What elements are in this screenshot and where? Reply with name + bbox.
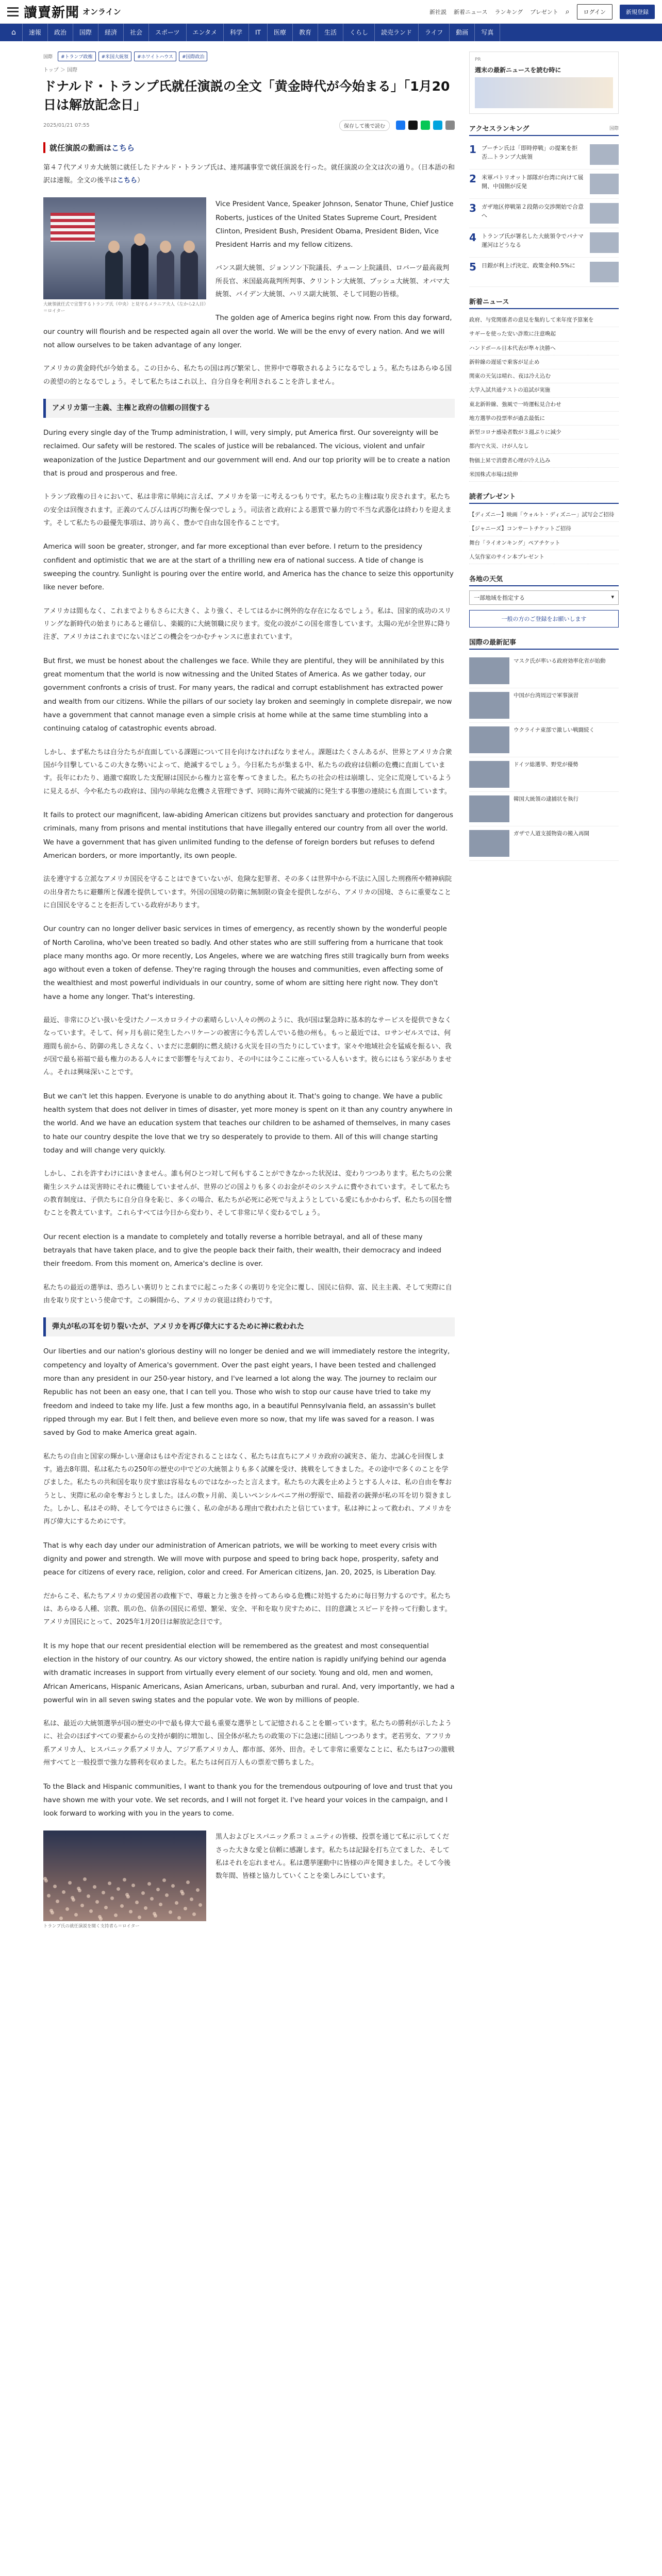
photo-caption: 大統領就任式で宣誓するトランプ氏（中央）と見守るメラニア夫人（左から2人目）＝ロイター (43, 302, 206, 314)
crowd-dot (80, 1904, 84, 1907)
weather-title: 各地の天気 (469, 575, 503, 584)
speech-ja: アメリカの黄金時代が今始まる。この日から、私たちの国は再び繁栄し、世界中で尊敬されるようになるでしょう。私たちはあらゆる国の羨望の的となるでしょう。そして私たちはこれ以上、自分自身を利用されることを許しません。 (43, 365, 452, 386)
intro-link[interactable]: こちら (117, 176, 138, 184)
ranking-title: ブーチン氏は「即時停戦」の提案を拒否…トランプ大統領 (482, 145, 578, 160)
nav-item[interactable]: スポーツ (149, 24, 187, 41)
crowd-dot (74, 1913, 78, 1917)
photo-caption: トランプ氏の就任演説を聞く支持者ら＝ロイター (43, 1924, 140, 1929)
main-nav (0, 24, 662, 41)
top-links (429, 4, 655, 20)
nav-item[interactable]: 政治 (48, 24, 73, 41)
ad-image (475, 77, 613, 108)
crowd-dot (68, 1881, 72, 1885)
latest-item[interactable]: 政府、与党関係者の意見を集約して来年度予算案を (469, 313, 619, 327)
intl-thumbnail (469, 830, 509, 857)
ranking-tab[interactable]: 国際 (609, 126, 619, 131)
speech-en: During every single day of the Trump administration, I will, very simply, put America first. Our sovereignty will be reclaimed. Our safety will be restored. The scales of justice will be rebalanced. The vicious, violent and unfair weaponization of the Justice Department and our government will end. And our top priority will be to create a nation that is proud and prosperous and free. (43, 429, 450, 478)
crowd-dot (135, 1901, 139, 1904)
nav-item[interactable]: 生活 (318, 24, 343, 41)
present-title: 読者プレゼント (469, 493, 516, 501)
speech-en: Our country can no longer deliver basic services in times of emergency, as recently shown by the wonderful people of North Carolina, who've been treated so badly. And other states who are still suffering from a hurricane that took place many months ago. Or more recently, Los Angeles, where we are watching fires still tragically burn from weeks ago without even a token of defense. They're raging through the houses and communities, even affecting some of the wealthiest and most powerful individuals in our country, some of whom are sitting here right now. They don't have a home any longer. That's interesting. (43, 925, 449, 1001)
article-tag[interactable]: #米国大統領 (98, 52, 132, 61)
intl-item[interactable] (469, 723, 619, 757)
nav-item[interactable]: ライフ (419, 24, 450, 41)
flag-icon (51, 213, 95, 242)
intl-item[interactable] (469, 757, 619, 792)
ad-title: 週末の最新ニュースを読む時に (475, 66, 561, 74)
intl-title: 韓国大統領の逮捕状を執行 (514, 796, 578, 803)
speech-en: To the Black and Hispanic communities, I want to thank you for the tremendous outpouring of love and trust that you have shown me with your vote. We set records, and I will not forget it. I've heard your voices in the campaign, and I look forward to working with you in the years to come. (43, 1782, 453, 1818)
ranking-number: 2 (469, 173, 476, 185)
bookmark-button[interactable]: 保存して後で読む (339, 120, 390, 131)
crowd-dot (131, 1884, 135, 1887)
photo-head (184, 241, 195, 253)
speech-en: Our liberties and our nation's glorious destiny will no longer be denied and we will immediately restore the integrity, competency and loyalty of America's government. Over the past eight years, I have been tested and challenged more than any president in our 250-year history, and I've learned a lot along the way. The journey to reclaim our Republic has not been an easy one, that I can tell you. Those who wish to stop our cause have tried to take my freedom and indeed to take my life. Just a few months ago, in a beautiful Pennsylvania field, an assassin's bullet ripped through my ear. But I felt then, and believe even more so now, that my life was saved for a reason. I was saved by God to make America great again. (43, 1347, 450, 1437)
inauguration-photo (43, 197, 206, 299)
speech-en: But first, we must be honest about the challenges we face. While they are plentiful, they will be annihilated by this great momentum that the world is now witnessing and the United States of America. As we gather today, our government confronts a crisis of trust. For many years, the radical and corrupt establishment has extracted power and wealth from our citizens. While the pillars of our society lay broken and seemingly in complete disrepair, we now have a government that cannot manage even a simple crisis at home while at the same time stumbling into a continuing catalog of catastrophic events abroad. (43, 656, 452, 733)
weather-select[interactable] (469, 590, 619, 605)
latest-item[interactable]: ハンドボール日本代表が準々決勝へ (469, 342, 619, 355)
article-tag[interactable]: 国際 (43, 55, 53, 60)
video-link[interactable]: こちら (111, 143, 135, 152)
speech-ja: トランプ政権の日々において、私は非常に単純に言えば、アメリカを第一に考えるつもりです。私たちの主権は取り戻されます。私たちの安全は回復されます。正義のてんびんは再び均衡を保つでしょう。司法省と政府による悪質で暴力的で不当な武器化は終わりを迎えます。そして私たちの最優先事項は、誇り高く、豊かで自由な国を作ることです。 (43, 493, 452, 528)
latest-item[interactable]: 関東の天気は晴れ、夜は冷え込む (469, 369, 619, 383)
latest-title: 新着ニュース (469, 298, 509, 306)
article-date: 2025/01/21 07:55 (43, 122, 90, 128)
crowd-dot (78, 1889, 81, 1892)
article-tag[interactable]: #ホワイトハウス (134, 52, 176, 61)
crowd-dot (192, 1912, 196, 1916)
speech-ja: 私は、最近の大統領選挙が国の歴史の中で最も偉大で最も重要な選挙として記憶されることを願っています。私たちの勝利が示したように、社会のほぼすべての要素からの支持が劇的に増加し、国全体が私たちの政策の下に急速に団結しつつあります。老若男女、アフリカ系アメリカ人、ヒスパニック系アメリカ人、アジア系アメリカ人、都市部、郊外、田舎。そして非常に重要なことに、私たちは7つの激戦州すべてと一般投票で強力な勝利を収めました。私たちは何百万人もの票差で勝ちました。 (43, 1720, 455, 1767)
article-photo[interactable] (43, 197, 206, 315)
crowd-dot (159, 1903, 162, 1906)
article-title: ドナルド・トランプ氏就任演説の全文「黄金時代が今始まる」「1月20日は解放記念日」 (43, 79, 450, 113)
intl-item[interactable] (469, 688, 619, 723)
ranking-number: 3 (469, 202, 476, 214)
ranking-title: ガザ地区停戦第２段階の交渉開始で合意へ (482, 204, 584, 219)
ranking-thumbnail (590, 262, 619, 282)
crowd-dot (110, 1896, 114, 1900)
intro-end: ） (137, 176, 144, 184)
intl-list (469, 654, 619, 861)
latest-heading (469, 296, 619, 309)
crowd-dot (169, 1910, 172, 1914)
ranking-number: 1 (469, 143, 476, 156)
speech-en: It is my hope that our recent presidential election will be remembered as the greatest and most consequential election in the history of our country. As our victory showed, the entire nation is rapidly unifying behind our agenda with dramatic increases in support from virtually every element of our society. Young and old, men and women, African Americans, Hispanic Americans, Asian Americans, urban, suburban and rural. And, very importantly, we had a powerful win in all seven swing states and the popular vote. We won by millions of people. (43, 1641, 455, 1704)
crowd-dot (177, 1916, 181, 1920)
register-button[interactable]: 新規登録 (620, 5, 655, 19)
ranking-thumbnail (590, 174, 619, 194)
speech-ja: 最近、非常にひどい扱いを受けたノースカロライナの素晴らしい人々の例のように、我が国は緊急時に基本的なサービスを提供できなくなっています。そして、何ヶ月も前に発生したハリケーンの被害に今も苦しんでいる他の州も。もっと最近では、ロサンゼルスでは、何週間も前から、防御の兆しさえなく、いまだに悲劇的に燃え続ける火災を目の当たりにしています。家々や地域社会を猛威を振るい、我が国で最も裕福で最も権力のある人々にまで影響を与えており、その中には今ここに座っている人もいます。彼らにはもう家がありません。それは興味深いことです。 (43, 1016, 452, 1077)
latest-item[interactable]: 物価上昇で消費者心理が冷え込み (469, 454, 619, 468)
latest-item[interactable]: 大学入試共通テストの追試が実施 (469, 383, 619, 397)
intl-item[interactable] (469, 826, 619, 861)
crowd-dot (190, 1897, 193, 1901)
x-icon[interactable] (408, 121, 418, 130)
ranking-number: 4 (469, 231, 476, 244)
nav-item[interactable]: 国際 (73, 24, 98, 41)
intl-thumbnail (469, 726, 509, 753)
crowd-dot (56, 1900, 59, 1903)
ranking-item[interactable] (469, 170, 619, 199)
nav-item[interactable]: くらし (343, 24, 375, 41)
speech-ja: バンス副大統領、ジョンソン下院議長、チューン上院議員、ロバーツ最高裁判所長官、米国最高裁判所判事、クリントン大統領、ブッシュ大統領、オバマ大統領、バイデン大統領、ハリス副大統領、そして同胞の皆様。 (216, 264, 450, 299)
speech-ja: 私たちの最近の選挙は、恐ろしい裏切りとこれまでに起こった多くの裏切りを完全に覆し、国民に信仰、富、民主主義、そして実際に自由を取り戻すという使命です。この瞬間から、アメリカの衰退は終わりです。 (43, 1283, 452, 1304)
speech-en: That is why each day under our administration of American patriots, we will be working to meet every crisis with dignity and power and strength. We will move with purpose and speed to bring back hope, prosperity, safety and peace for citizens of every race, religion, color and creed. For American citizens, Jan. 20, 2025, is Liberation Day. (43, 1541, 439, 1577)
crowd-dot (138, 1916, 141, 1919)
speech-ja: 私たちの自由と国家の輝かしい運命はもはや否定されることはなく、私たちは直ちにアメリカ政府の誠実さ、能力、忠誠心を回復します。過去8年間、私は私たちの250年の歴史の中でどの大統領よりも多く試練を受け、挑戦をしてきました。その途中で多くのことを学びました。私たちの共和国を取り戻す旅は容易なものではなかったと言えます。私たちの大義を止めようとする人々は、私の自由を奪おうとし、実際に私の命を奪おうとしました。ほんの数ヶ月前、美しいペンシルベニア州の野原で、暗殺者の銃弾が私の耳を切り裂きました。しかし、私はその時、そして今ではさらに強く、私の命がある理由で救われたと信じています。私は神によって救われ、アメリカを再び偉大にするためにです。 (43, 1452, 452, 1526)
crowd-dot (162, 1878, 166, 1882)
crowd-dot (156, 1888, 160, 1891)
crowd-dot (165, 1893, 169, 1897)
ranking-title: トランプ氏が署名した大統領令でパナマ運河はどうなる (482, 233, 584, 248)
search-icon[interactable]: ⌕ (565, 7, 570, 16)
login-button[interactable]: ログイン (577, 4, 613, 20)
nav-item[interactable]: 医療 (268, 24, 293, 41)
nav-item[interactable]: 科学 (224, 24, 249, 41)
nav-item[interactable]: 社会 (124, 24, 149, 41)
intl-thumbnail (469, 761, 509, 788)
nav-item[interactable]: エンタメ (187, 24, 224, 41)
photo-figure (157, 250, 174, 299)
crowd-dot (95, 1900, 99, 1904)
intl-title: マスク氏が率いる政府効率化省が始動 (514, 658, 606, 665)
article-tag[interactable]: #国際政治 (179, 52, 208, 61)
latest-item[interactable]: サギーを使った安い詐欺に注意喚起 (469, 327, 619, 341)
speech-en: But we can't let this happen. Everyone is unable to do anything about it. That's going to change. We have a public health system that does not deliver in times of disaster, yet more money is spent on it than any country anywhere in the world. And we have an education system that teaches our children to be ashamed of themselves, in many cases to hate our country despite the love that we try so desperately to provide to them. All of this will change starting today and will change very quickly. (43, 1092, 453, 1155)
video-link-row (43, 142, 455, 153)
intro-text: 第４７代アメリカ大統領に就任したドナルド・トランプ氏は、連邦議事堂で就任演説を行った。就任演説の全文は次の通り。（日本語の和訳は速報。全文の後半は (43, 163, 455, 184)
latest-item[interactable]: 地方選挙の投票率が過去最低に (469, 412, 619, 426)
speech-ja: 黒人およびヒスパニック系コミュニティの皆様、投票を通じて私に示してくださった大きな愛と信頼に感謝します。私たちは記録を打ち立てました、そして私はそれを忘れません。私は選挙運動中に皆様の声を聞きました。そして今後数年間、皆様と協力していくことを楽しみにしています。 (216, 1833, 451, 1880)
weather-select-label: 一部地域を指定する (474, 595, 525, 602)
crowd-dot (102, 1891, 105, 1894)
crowd-dot (65, 1907, 69, 1911)
crowd-dot (89, 1909, 93, 1913)
ranking-thumbnail (590, 232, 619, 253)
crowd-dot (129, 1910, 133, 1913)
top-link-ranking[interactable]: ランキング (494, 8, 523, 15)
nav-item[interactable]: 写真 (475, 24, 500, 41)
speech-en: Our recent election is a mandate to completely and totally reverse a horrible betrayal, and all of these many betrayals that have taken place, and to give the people back their faith, their wealth, their democracy and indeed their freedom. From this moment on, America's decline is over. (43, 1232, 441, 1268)
crowd-dot (117, 1887, 120, 1891)
crowd-dot (44, 1879, 48, 1883)
crowd-dot (184, 1907, 187, 1910)
ranking-item[interactable] (469, 140, 619, 170)
facebook-icon[interactable] (396, 121, 405, 130)
page-body (0, 41, 662, 1935)
present-item[interactable]: 【ジャニーズ】コンサートチケットご招待 (469, 522, 619, 536)
crowd-dot (114, 1913, 118, 1917)
photo-figure (131, 243, 148, 299)
latest-item[interactable]: 都内で火災、けが人なし (469, 439, 619, 453)
photo-figure (105, 250, 123, 299)
weather-heading (469, 573, 619, 586)
nav-item[interactable]: 教育 (293, 24, 318, 41)
intl-item[interactable] (469, 654, 619, 688)
crowd-photo (43, 1831, 206, 1921)
crowd-dot (175, 1901, 178, 1905)
crowd-dot (196, 1888, 200, 1892)
crowd-dot (62, 1890, 65, 1894)
crowd-dot (87, 1894, 90, 1898)
link-copy-icon[interactable] (445, 121, 455, 130)
ranking-thumbnail (590, 144, 619, 165)
breadcrumb[interactable]: トップ ＞ 国際 (43, 67, 78, 73)
crowd-dot (126, 1895, 130, 1899)
ranking-title: アクセスランキング (469, 125, 529, 133)
crowd-dot (59, 1917, 63, 1920)
sidebar (469, 52, 619, 1935)
speech-ja: 法を遵守する立派なアメリカ国民を守ることはできていないが、危険な犯罪者、その多くは世界中から不法に入国した刑務所や精神病院の出身者たちに避難所と保護を提供しています。外国の国境の防衛に無制限の資金を提供しながら、アメリカの国境、さらに重要なことに自国民を守ることを拒否している政府があります。 (43, 875, 452, 909)
logo-text: 讀賣新聞 (24, 5, 80, 21)
ad-box[interactable] (469, 52, 619, 114)
crowd-dot (181, 1892, 185, 1895)
intl-thumbnail (469, 795, 509, 822)
photo-head (160, 241, 171, 253)
intl-item[interactable] (469, 792, 619, 826)
article-tags (43, 52, 455, 61)
crowd-dot (104, 1906, 108, 1909)
intro-paragraph (43, 161, 455, 188)
latest-item[interactable]: 新幹線の遅延で乗客が足止め (469, 355, 619, 369)
ad-label: PR (475, 57, 481, 62)
present-heading (469, 491, 619, 504)
ranking-title: 日銀が利上げ決定、政策金利0.5%に (482, 262, 575, 269)
crowd-dot (171, 1884, 175, 1888)
home-icon[interactable]: ⌂ (5, 24, 23, 41)
speech-ja: しかし、これを許すわけにはいきません。誰も何ひとつ対して何もすることができなかった状況は、変わりつつあります。私たちの公衆衛生システムは災害時にそれに機能していませんが、世界のどの国よりも多くのお金がそのシステムに費やされています。そして私たちの教育制度は、子供たちに自分自身を恥じ、多くの場合、私たちが必死に必死で与えようとしている愛にもかかわらず、私たちの国を憎むことを教えています。これらすべては今日から変わり、そして非常に早く変わるでしょう。 (43, 1170, 452, 1217)
article-photo-2[interactable] (43, 1831, 206, 1930)
crowd-dot (51, 1911, 54, 1914)
crowd-dot (83, 1877, 87, 1881)
crowd-dot (72, 1898, 75, 1902)
speech-ja: アメリカは間もなく、これまでよりもさらに大きく、より強く、そしてはるかに例外的な存在になるでしょう。私は、国家的成功のスリリングな新時代の始まりにあると確信し、楽観的に大統領職に戻ります。変化の波がこの国を席巻しています。太陽の光が全世界に降り注ぎ、アメリカはこれまでにないほどこの機会をつかむチャンスに恵まれています。 (43, 607, 452, 641)
chevron-down-icon: ▾ (611, 594, 614, 601)
ranking-heading (469, 123, 619, 136)
video-link-prefix: 就任演説の動画は (49, 143, 112, 152)
crowd-dot (108, 1882, 111, 1885)
crowd-dot (47, 1894, 51, 1897)
speech-en: It fails to protect our magnificent, law-abiding American citizens but provides sanctuary and protection for dangerous criminals, many from prisons and mental institutions that have illegally entered our country from all over the world. We have a government that has given unlimited funding to the defense of foreign borders but refuses to defend American borders, or more importantly, its own people. (43, 810, 454, 860)
subheading: 弾丸が私の耳を切り裂いたが、アメリカを再び偉大にするために神に救われた (43, 1317, 455, 1336)
site-logo[interactable] (24, 2, 121, 21)
latest-item[interactable]: 新型コロナ感染者数が３週ぶりに減少 (469, 426, 619, 439)
ranking-thumbnail (590, 203, 619, 224)
photo-head (108, 241, 120, 253)
crowd-dot (154, 1914, 157, 1918)
ranking-item[interactable] (469, 258, 619, 287)
crowd-dot (120, 1904, 124, 1908)
top-link-editorial[interactable]: 新社説 (429, 8, 447, 15)
nav-item[interactable]: 速報 (23, 24, 48, 41)
nav-item[interactable]: IT (249, 24, 268, 41)
intl-title: ウクライナ東部で激しい戦闘続く (514, 727, 595, 734)
top-header (0, 0, 662, 24)
crowd-dot (147, 1882, 151, 1886)
crowd-dot (53, 1885, 57, 1888)
ranking-item[interactable] (469, 228, 619, 258)
article (43, 52, 455, 1935)
speech-en: The golden age of America begins right now. From this day forward, our country will flourish and be respected again all over the world. We will be the envy of every nation. And we will not allow ourselves to be taken advantage of any longer. (43, 314, 452, 350)
speech-ja: しかし、まず私たちは自分たちが直面している課題について目を向けなければなりません。課題はたくさんあるが、世界とアメリカ合衆国が今目撃しているこの大きな勢いによって、絶滅するでしょう。今日私たちが集まる中、私たちの政府は信頼の危機に直面しています。長年にわたり、過激で腐敗した支配層は国民から権力と富を奪ってきました。私たちの社会の柱は崩壊し、完全に荒廃しているように見えるが、今や私たちの政府は、国内の単純な危機さえ管理できず、同時に海外で破滅的に発生する事態の連続にも直面しています。 (43, 748, 452, 795)
subheading: アメリカ第一主義、主権と政府の信頼の回復する (43, 399, 455, 418)
share-bar (339, 120, 455, 131)
nav-item[interactable]: 読売ランド (375, 24, 419, 41)
intl-title: ガザで人道支援物資の搬入再開 (514, 831, 589, 837)
article-meta (43, 120, 455, 131)
intl-title: ドイツ総選挙、野党が優勢 (514, 761, 578, 768)
latest-list (469, 313, 619, 482)
hatena-icon[interactable] (433, 121, 442, 130)
weather-button[interactable]: 一般の方のご登録をお願いします (469, 610, 619, 628)
photo-head (134, 233, 145, 246)
crowd-dot (123, 1878, 126, 1882)
intl-heading (469, 637, 619, 650)
top-link-present[interactable]: プレゼント (530, 8, 558, 15)
intl-thumbnail (469, 692, 509, 719)
speech-en: Vice President Vance, Speaker Johnson, Senator Thune, Chief Justice Roberts, justices of the United States Supreme Court, President Clinton, President Bush, President Obama, President Biden, Vice President Harris and my fellow citizens. (216, 200, 454, 249)
speech-ja: だからこそ、私たちアメリカの愛国者の政権下で、尊厳と力と強さを持ってあらゆる危機に対処するために毎日努力するのです。私たちは、あらゆる人種、宗教、肌の色、信条の国民に希望、繁栄、安全、平和を取り戻すために、目的意識とスピードを持って行動します。アメリカ国民にとって、2025年1月20日は解放記念日です。 (43, 1592, 452, 1626)
crowd-dot (141, 1891, 145, 1895)
crowd-dot (150, 1897, 154, 1901)
article-tag[interactable]: #トランプ政権 (58, 52, 96, 61)
ranking-number: 5 (469, 261, 476, 273)
present-item[interactable]: 【ディズニー】映画「ウォルト・ディズニー」試写会ご招待 (469, 508, 619, 522)
present-list (469, 508, 619, 564)
line-icon[interactable] (421, 121, 430, 130)
present-item[interactable]: 人気作家のサイン本プレゼント (469, 550, 619, 564)
photo-figure (180, 250, 198, 299)
crowd-dot (186, 1880, 190, 1884)
intl-title: 中国が台湾周辺で軍事演習 (514, 692, 578, 699)
present-item[interactable]: 舞台「ライオンキング」ペアチケット (469, 536, 619, 550)
speech-en: America will soon be greater, stronger, and far more exceptional than ever before. I return to the presidency confident and optimistic that we are at the start of a thrilling new era of national success. A tide of change is sweeping the country. Sunlight is pouring over the entire world, and America has the chance to seize this opportunity like never before. (43, 543, 454, 592)
latest-item[interactable]: 東北新幹線、強風で一時運転見合わせ (469, 398, 619, 412)
latest-item[interactable]: 米国株式市場は続伸 (469, 468, 619, 482)
logo-sub: オンライン (82, 8, 121, 16)
ranking-title: 米軍パトリオット部隊が台湾に向けて展開、中国側が反発 (482, 174, 584, 190)
ranking-item[interactable] (469, 199, 619, 228)
ranking-list (469, 140, 619, 287)
crowd-dot (93, 1885, 96, 1889)
crowd-dot (99, 1917, 103, 1921)
intl-thumbnail (469, 657, 509, 684)
crowd-dot (144, 1906, 147, 1910)
nav-item[interactable]: 経済 (98, 24, 124, 41)
crowd-dot (198, 1903, 202, 1907)
intl-title: 国際の最新記事 (469, 639, 517, 647)
nav-item[interactable]: 動画 (450, 24, 475, 41)
menu-icon[interactable] (7, 7, 19, 16)
top-link-news[interactable]: 新着ニュース (454, 8, 488, 15)
